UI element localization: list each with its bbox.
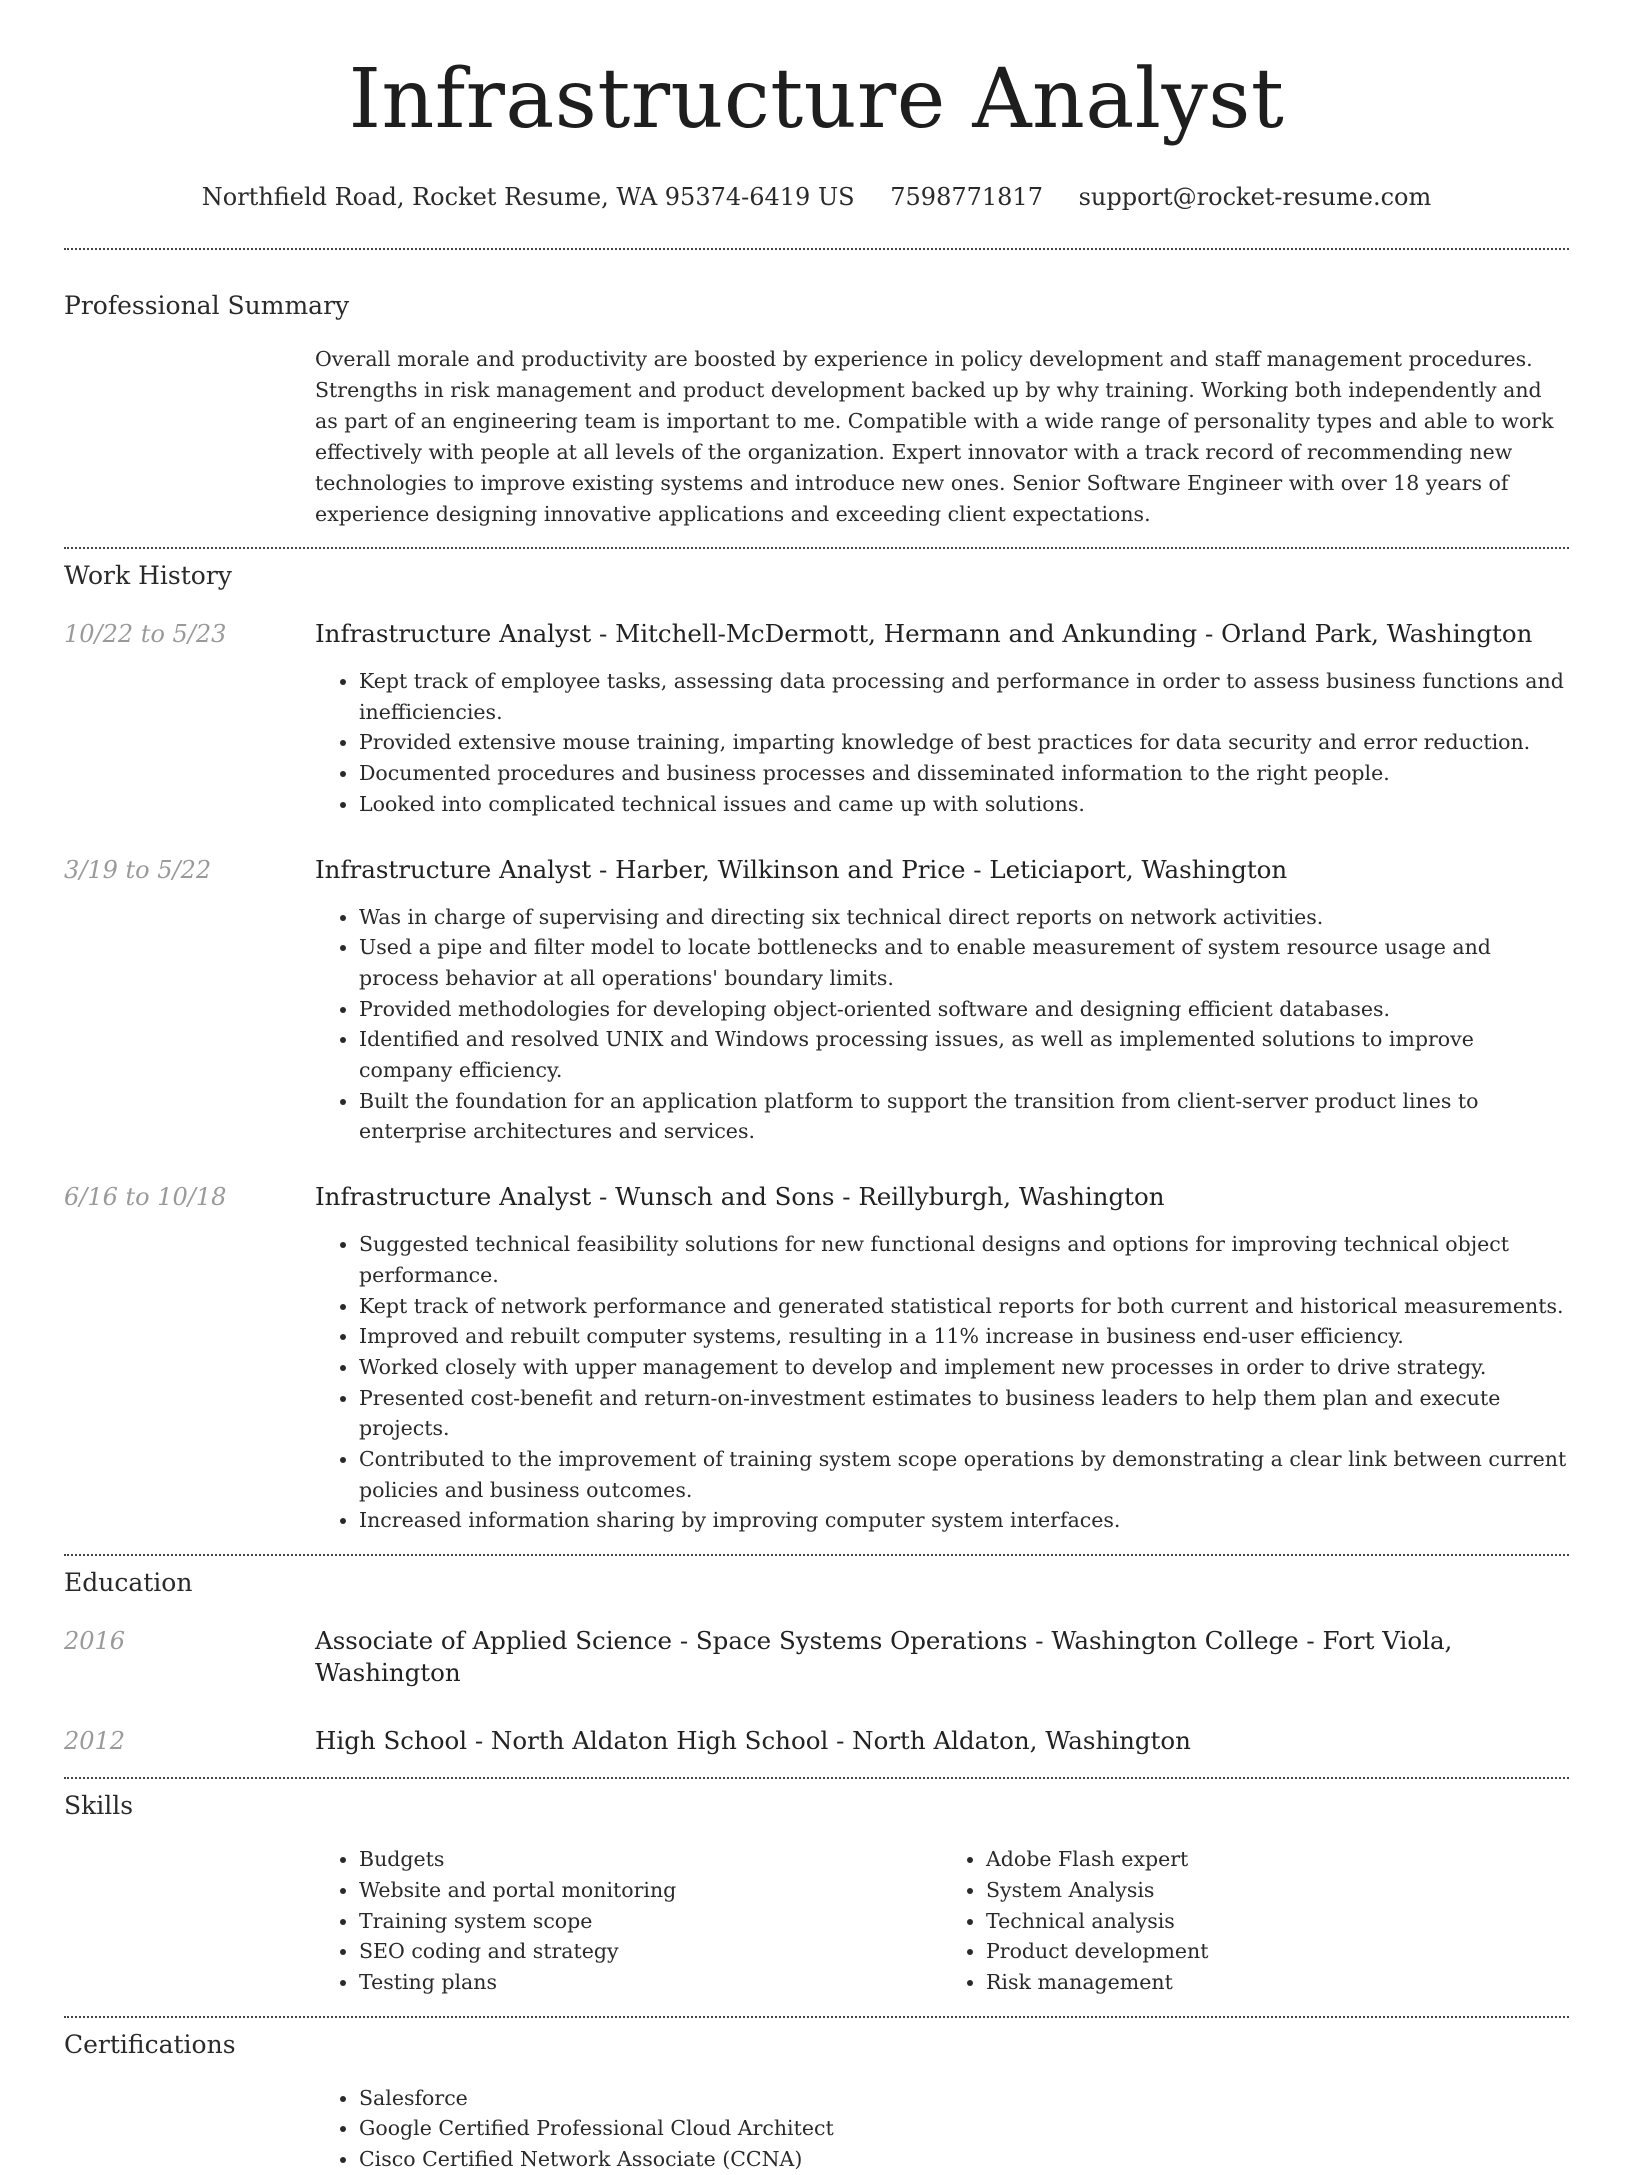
education-section xyxy=(64,1567,1569,1757)
list-item: • Provided methodologies for developing object-oriented software and designing efficient databases. xyxy=(359,994,1569,1025)
list-item: • Kept track of network performance and generated statistical reports for both current and historical measurements. xyxy=(359,1291,1569,1322)
list-item: • Built the foundation for an application platform to support the transition from client-server product lines to enterprise architectures and services. xyxy=(359,1086,1569,1147)
list-item: • Training system scope xyxy=(359,1906,942,1937)
education-heading: Associate of Applied Science - Space Systems Operations - Washington College - Fort Viola, Washington xyxy=(315,1626,1453,1688)
divider xyxy=(64,1554,1569,1556)
section-title-skills: Skills xyxy=(64,1791,134,1821)
list-item: • Looked into complicated technical issues and came up with solutions. xyxy=(359,789,1569,820)
list-item: • Was in charge of supervising and directing six technical direct reports on network activities. xyxy=(359,902,1569,933)
contact-line xyxy=(64,182,1569,212)
education-year: 2012 xyxy=(64,1727,126,1756)
resume-name: Infrastructure Analyst xyxy=(348,52,1285,147)
list-item: • Technical analysis xyxy=(986,1906,1569,1937)
list-item: • Website and portal monitoring xyxy=(359,1875,942,1906)
divider xyxy=(64,1777,1569,1779)
divider xyxy=(64,248,1569,250)
list-item: • Documented procedures and business processes and disseminated information to the right people. xyxy=(359,758,1569,789)
list-item: • Suggested technical feasibility solutions for new functional designs and options for improving technical object performance. xyxy=(359,1229,1569,1290)
divider xyxy=(64,547,1569,549)
list-item: • Worked closely with upper management to develop and implement new processes in order to drive strategy. xyxy=(359,1352,1569,1383)
list-item: • Salesforce xyxy=(359,2083,1569,2114)
education-year: 2016 xyxy=(64,1627,126,1656)
address: Northfield Road, Rocket Resume, WA 95374-6419 US xyxy=(201,183,855,211)
education-entry xyxy=(64,1625,1569,1689)
list-item: • Google Certified Professional Cloud Architect xyxy=(359,2113,1569,2144)
section-title-education: Education xyxy=(64,1568,193,1598)
list-item: • Adobe Flash expert xyxy=(986,1844,1569,1875)
list-item: • Product development xyxy=(986,1936,1569,1967)
list-item: • Budgets xyxy=(359,1844,942,1875)
email: support@rocket-resume.com xyxy=(1078,183,1432,211)
job-dates: 10/22 to 5/23 xyxy=(64,620,227,648)
list-item: • Increased information sharing by improving computer system interfaces. xyxy=(359,1505,1569,1536)
job-bullets xyxy=(315,666,1569,820)
phone: 7598771817 xyxy=(890,183,1043,211)
job-entry xyxy=(64,854,1569,1148)
job-dates: 6/16 to 10/18 xyxy=(64,1183,227,1212)
job-dates: 3/19 to 5/22 xyxy=(64,855,212,884)
resume-page xyxy=(64,0,1569,2175)
education-heading: High School - North Aldaton High School - North Aldaton, Washington xyxy=(315,1726,1191,1756)
job-entry xyxy=(64,618,1569,820)
list-item: • SEO coding and strategy xyxy=(359,1936,942,1967)
section-title-work: Work History xyxy=(64,561,232,590)
certifications-list xyxy=(315,2083,1569,2175)
work-section xyxy=(64,560,1569,1536)
education-entry xyxy=(64,1725,1569,1757)
list-item: • Contributed to the improvement of training system scope operations by demonstrating a clear link between current policies and business outcomes. xyxy=(359,1444,1569,1505)
list-item: • Risk management xyxy=(986,1967,1569,1998)
job-heading: Infrastructure Analyst - Mitchell-McDermott, Hermann and Ankunding - Orland Park, Washington xyxy=(315,619,1533,648)
list-item: • Cisco Certified Network Associate (CCNA) xyxy=(359,2144,1569,2175)
section-title-summary: Professional Summary xyxy=(64,291,350,320)
summary-text: Overall morale and productivity are boosted by experience in policy development and staff management procedures. Strengths in risk management and product development backed up by why training. Working both independently and as part of an engineering team is important to me. Compatible with a wide range of personality types and able to work effectively with people at all levels of the organization. Expert innovator with a track record of recommending new technologies to improve existing systems and introduce new ones. Senior Software Engineer with over 18 years of experience designing innovative applications and exceeding client expectations. xyxy=(315,347,1554,526)
list-item: • Testing plans xyxy=(359,1967,942,1998)
job-heading: Infrastructure Analyst - Wunsch and Sons - Reillyburgh, Washington xyxy=(315,1182,1165,1212)
list-item: • Kept track of employee tasks, assessing data processing and performance in order to assess business functions and inefficiencies. xyxy=(359,666,1569,727)
job-bullets xyxy=(315,902,1569,1148)
skills-section xyxy=(64,1790,1569,1998)
summary-section xyxy=(64,290,1569,530)
list-item: • Identified and resolved UNIX and Windows processing issues, as well as implemented solutions to improve company efficiency. xyxy=(359,1024,1569,1085)
section-title-certifications: Certifications xyxy=(64,2029,236,2059)
certifications-section xyxy=(64,2029,1569,2175)
job-heading: Infrastructure Analyst - Harber, Wilkinson and Price - Leticiaport, Washington xyxy=(315,854,1288,884)
job-entry xyxy=(64,1181,1569,1536)
skills-columns xyxy=(315,1844,1569,1998)
list-item: • Presented cost-benefit and return-on-investment estimates to business leaders to help them plan and execute projects. xyxy=(359,1383,1569,1444)
list-item: • Used a pipe and filter model to locate bottlenecks and to enable measurement of system resource usage and process behavior at all operations' boundary limits. xyxy=(359,932,1569,993)
list-item: • Improved and rebuilt computer systems, resulting in a 11% increase in business end-user efficiency. xyxy=(359,1321,1569,1352)
list-item: • Provided extensive mouse training, imparting knowledge of best practices for data security and error reduction. xyxy=(359,727,1569,758)
skills-list-right xyxy=(942,1844,1569,1998)
skills-list-left xyxy=(315,1844,942,1998)
job-bullets xyxy=(315,1229,1569,1536)
divider xyxy=(64,2016,1569,2018)
list-item: • System Analysis xyxy=(986,1875,1569,1906)
